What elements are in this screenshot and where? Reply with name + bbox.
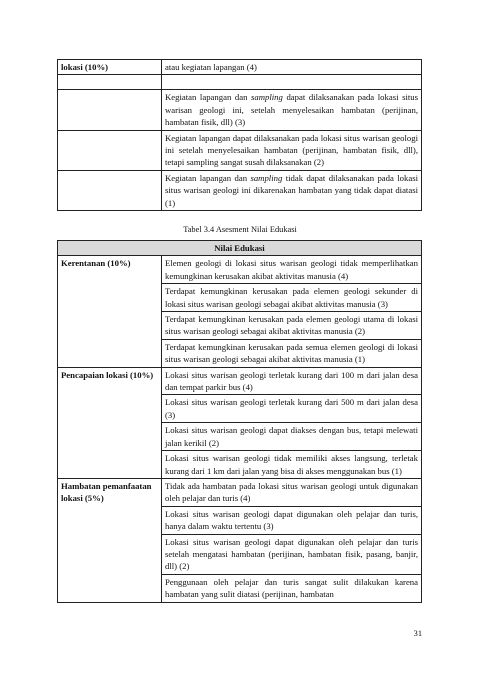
description-cell: Kegiatan lapangan dan sampling tidak dapat dilaksanakan pada lokasi situs warisan geologi ini dikarenakan hambatan yang tidak dapat diatasi (1)	[162, 170, 422, 210]
table-row	[58, 75, 422, 90]
criterion-cell: lokasi (10%)	[58, 60, 162, 75]
table-row	[58, 170, 422, 210]
page-number: 31	[413, 629, 422, 638]
table-continuation	[57, 59, 422, 211]
table-row	[58, 478, 422, 506]
description-cell: Lokasi situs warisan geologi dapat diakses dengan bus, tetapi melewati jalan kerikil (2)	[162, 423, 422, 451]
criterion-cell: Pencapaian lokasi (10%)	[58, 367, 162, 478]
description-cell: Terdapat kemungkinan kerusakan pada semua elemen geologi di lokasi situs warisan geologi sebagai akibat aktivitas manusia (1)	[162, 339, 422, 367]
italic-term: sampling	[251, 92, 283, 103]
criterion-cell	[58, 170, 162, 210]
description-cell: Kegiatan lapangan dan sampling dapat dilaksanakan pada lokasi situs warisan geologi ini, setelah menyelesaikan hambatan (perijinan, hambatan fisik, dll) (3)	[162, 90, 422, 130]
description-cell: Lokasi situs warisan geologi terletak kurang dari 100 m dari jalan desa dan tempat parkir bus (4)	[162, 367, 422, 395]
description-cell: Terdapat kemungkinan kerusakan pada elemen geologi sekunder di lokasi situs warisan geologi sebagai akibat aktivitas manusia (3)	[162, 284, 422, 312]
description-cell: Tidak ada hambatan pada lokasi situs warisan geologi untuk digunakan oleh pelajar dan turis (4)	[162, 478, 422, 506]
italic-term: sampling	[250, 172, 283, 183]
table-row	[58, 90, 422, 130]
table-header-row	[58, 241, 422, 256]
description-cell: Lokasi situs warisan geologi terletak kurang dari 500 m dari jalan desa (3)	[162, 395, 422, 423]
description-cell: atau kegiatan lapangan (4)	[162, 60, 422, 75]
description-cell: Kegiatan lapangan dapat dilaksanakan pada lokasi situs warisan geologi ini setelah menyelesaikan hambatan (perijinan, hambatan fisik, dll), tetapi sampling sangat susah dilaksanakan (2)	[162, 130, 422, 170]
table-header: Nilai Edukasi	[58, 241, 422, 256]
table-caption: Tabel 3.4 Asesment Nilai Edukasi	[183, 225, 297, 234]
description-cell: Lokasi situs warisan geologi dapat digunakan oleh pelajar dan turis, hanya dalam waktu tertentu (3)	[162, 506, 422, 534]
description-cell: Elemen geologi di lokasi situs warisan geologi tidak memperlihatkan kemungkinan kerusakan akibat aktivitas manusia (4)	[162, 256, 422, 284]
table-row	[58, 130, 422, 170]
criterion-cell: Kerentanan (10%)	[58, 256, 162, 367]
criterion-cell: Hambatan pemanfaatan lokasi (5%)	[58, 478, 162, 602]
criterion-cell	[58, 75, 162, 90]
criterion-cell	[58, 130, 162, 170]
description-cell: Lokasi situs warisan geologi tidak memiliki akses langsung, terletak kurang dari 1 km dari jalan yang bisa di akses menggunakan bus (1)	[162, 451, 422, 479]
table-nilai-edukasi	[57, 240, 422, 603]
table-row	[58, 60, 422, 75]
table-row	[58, 256, 422, 284]
description-cell: Penggunaan oleh pelajar dan turis sangat sulit dilakukan karena hambatan yang sulit diatasi (perijinan, hambatan	[162, 574, 422, 602]
description-cell	[162, 75, 422, 90]
criterion-cell	[58, 90, 162, 130]
description-cell: Terdapat kemungkinan kerusakan pada elemen geologi utama di lokasi situs warisan geologi sebagai akibat aktivitas manusia (2)	[162, 312, 422, 340]
table-row	[58, 367, 422, 395]
description-cell: Lokasi situs warisan geologi dapat digunakan oleh pelajar dan turis setelah mengatasi hambatan (perijinan, hambatan fisik, pasang, banjir, dll) (2)	[162, 534, 422, 574]
